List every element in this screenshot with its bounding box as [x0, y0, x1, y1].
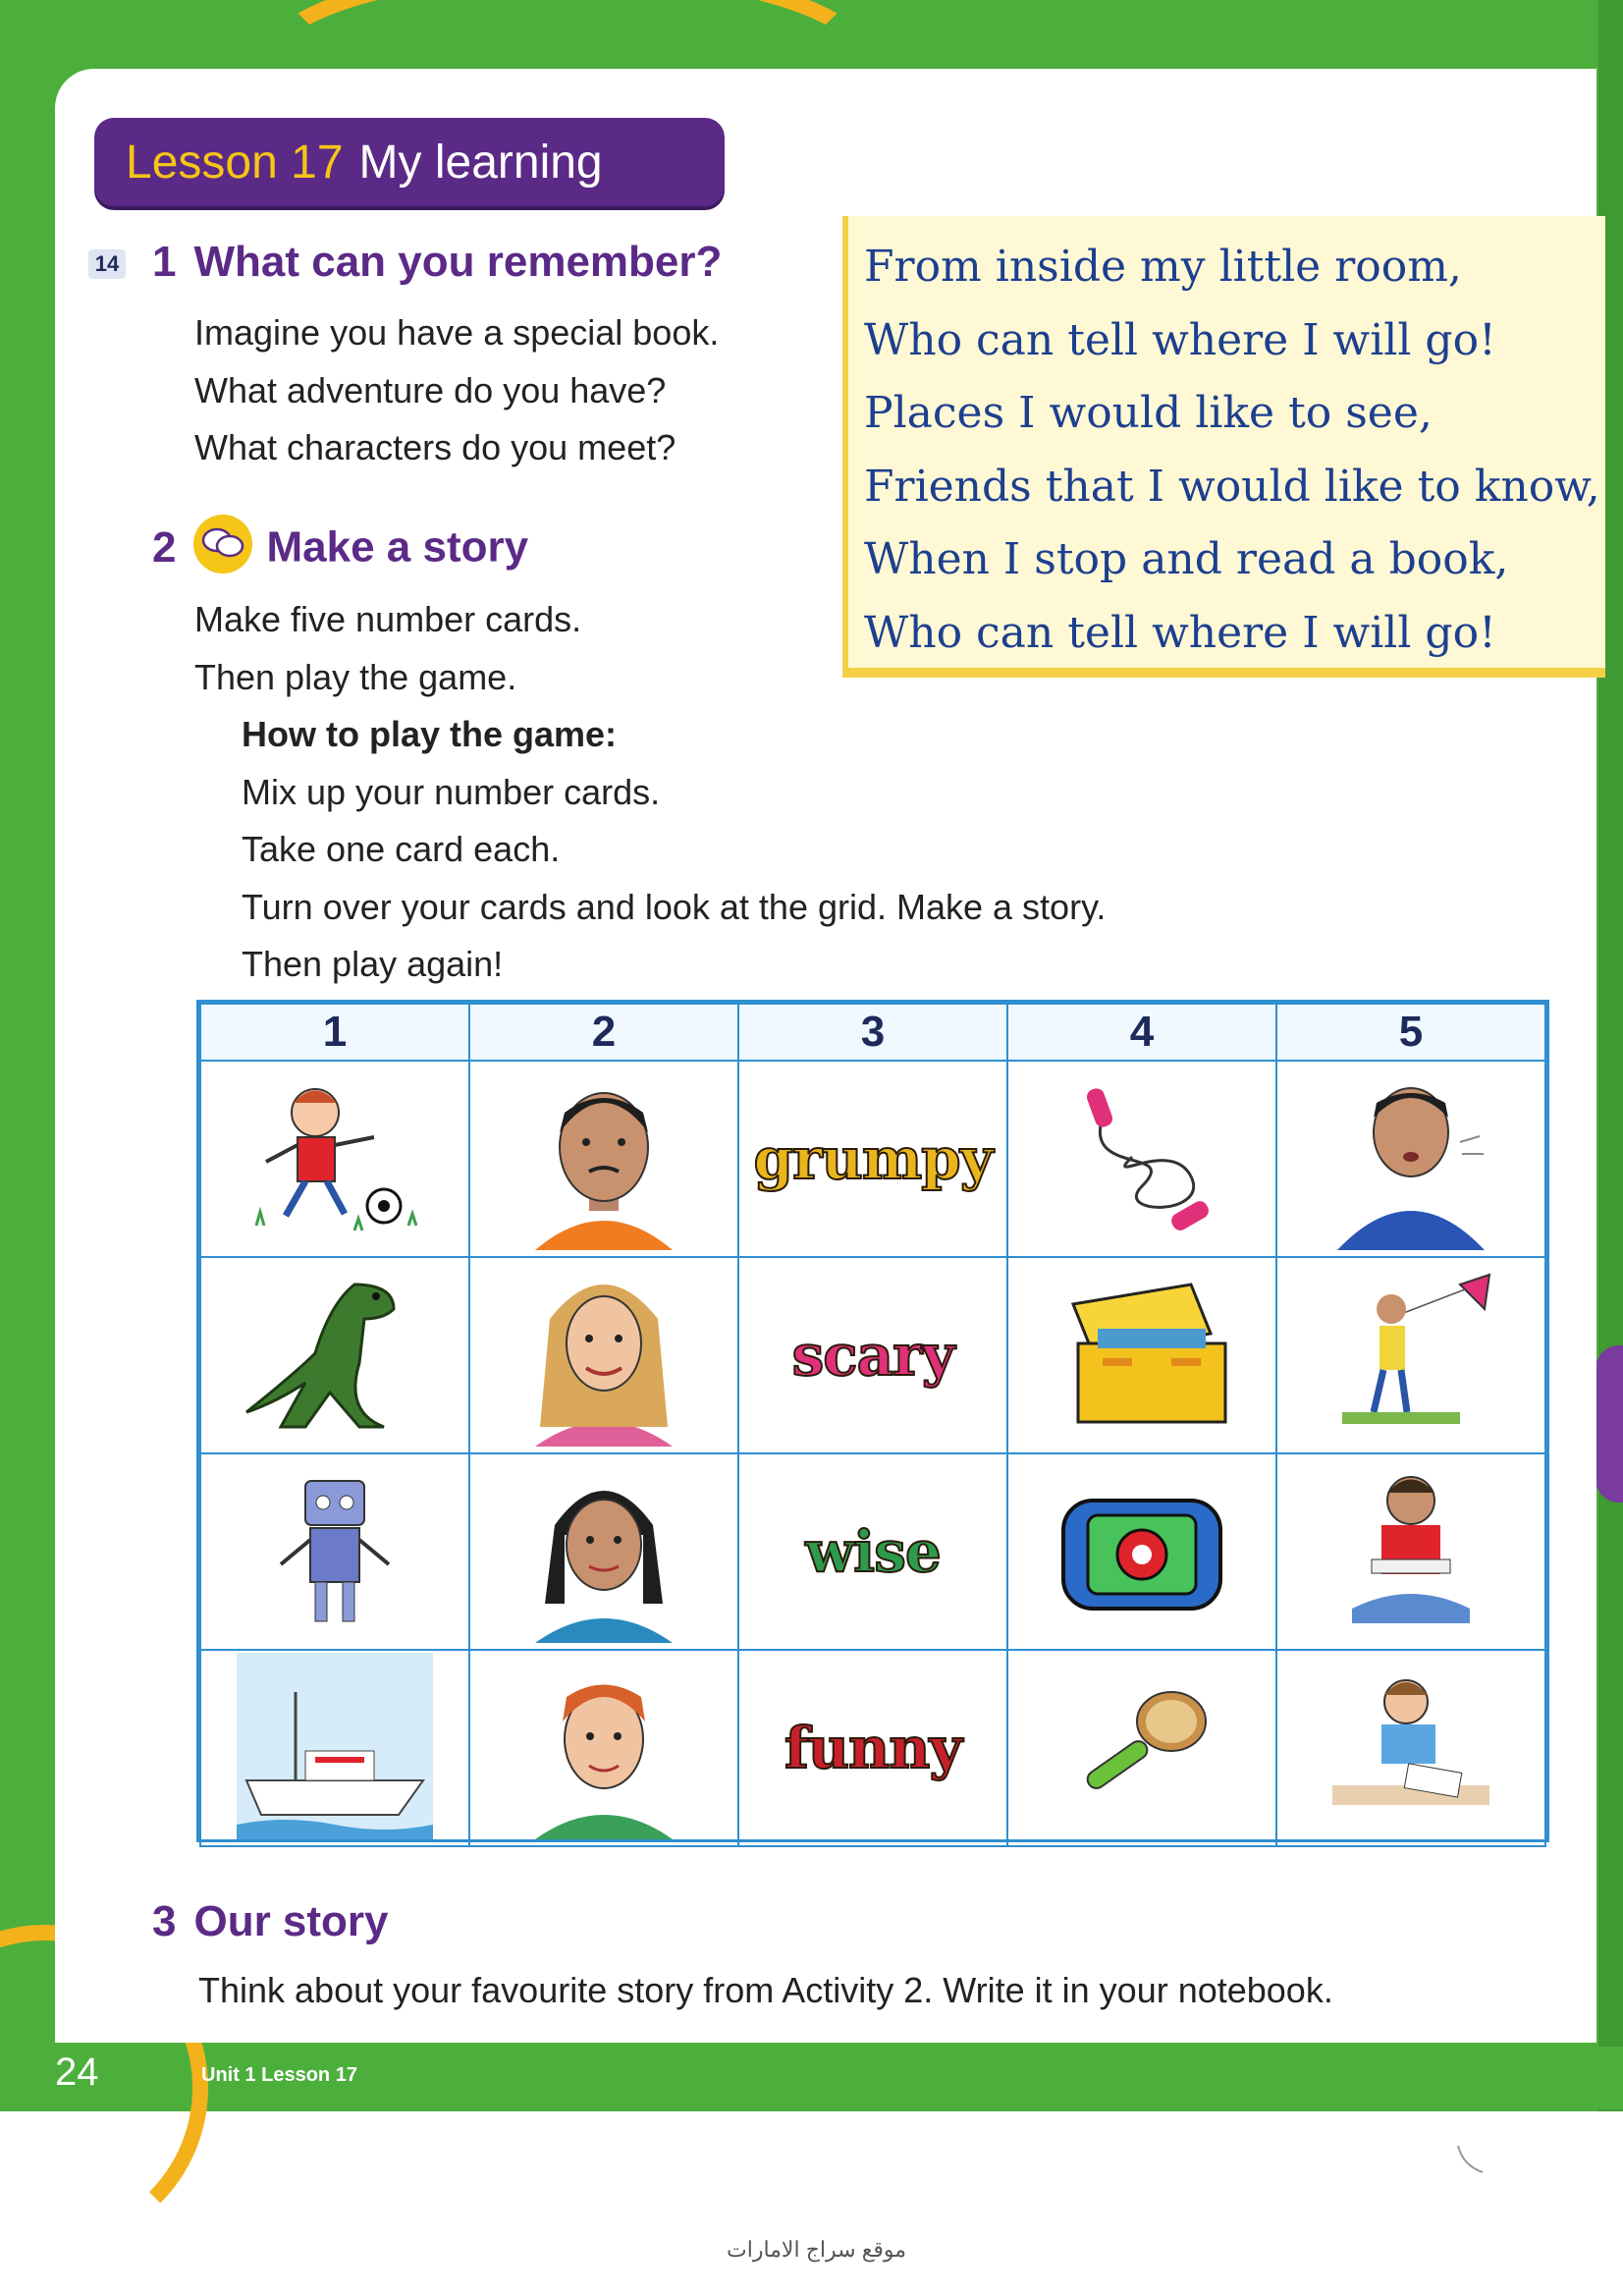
poem-line: From inside my little room,: [864, 242, 1462, 292]
step-line: Turn over your cards and look at the grid. Make a story.: [242, 886, 1107, 927]
audio-track-badge: 14: [88, 249, 126, 279]
adjective-word: funny: [784, 1715, 962, 1781]
text-line: Think about your favourite story from Activity 2. Write it in your notebook.: [198, 1970, 1333, 2010]
cell-hairbrush: [1007, 1650, 1276, 1846]
section-2-heading: [152, 520, 528, 579]
footer-unit-label: Unit 1 Lesson 17: [201, 2064, 357, 2086]
column-header: 1: [200, 1004, 469, 1061]
step-line: Mix up your number cards.: [242, 771, 661, 812]
cell-camera: [1007, 1453, 1276, 1650]
adjective-word: grumpy: [753, 1125, 993, 1192]
cell-treasure-box: [1007, 1257, 1276, 1453]
cell-dinosaur: [200, 1257, 469, 1453]
column-header: 2: [469, 1004, 738, 1061]
text-line: Then play the game.: [194, 656, 517, 697]
cell-boy-with-red-hair: [469, 1650, 738, 1846]
cell-boy-reading-book: [1276, 1453, 1545, 1650]
cell-ship: [200, 1650, 469, 1846]
adjective-word: wise: [805, 1518, 941, 1585]
text-line: Make five number cards.: [194, 599, 582, 639]
cell-word-grumpy: [738, 1061, 1007, 1257]
poem-line: Friends that I would like to know,: [864, 461, 1600, 512]
lesson-title-bar: [94, 118, 725, 206]
cell-girl-with-plaits: [469, 1453, 738, 1650]
text-line: Imagine you have a special book.: [194, 312, 720, 353]
cell-woman-with-long-hair: [469, 1257, 738, 1453]
text-line: What adventure do you have?: [194, 369, 667, 410]
step-line: Then play again!: [242, 944, 504, 984]
section-number: 3: [152, 1897, 177, 1945]
cell-skipping-rope: [1007, 1061, 1276, 1257]
section-1-heading: [152, 238, 722, 287]
cell-girl-with-kite: [1276, 1257, 1545, 1453]
cell-boy-writing: [1276, 1650, 1545, 1846]
column-header: 3: [738, 1004, 1007, 1061]
section-number: 2: [152, 522, 177, 572]
column-header: 5: [1276, 1004, 1545, 1061]
section-1-text: [194, 304, 719, 477]
lesson-label: Lesson 17: [126, 136, 344, 189]
section-title: What can you remember?: [193, 238, 723, 286]
step-line: Take one card each.: [242, 829, 561, 869]
section-title: Make a story: [266, 522, 529, 572]
lesson-title: My learning: [358, 136, 603, 189]
poem-line: When I stop and read a book,: [864, 534, 1509, 584]
section-3-text: [198, 1962, 1333, 2020]
cell-word-funny: [738, 1650, 1007, 1846]
text-line: What characters do you meet?: [194, 427, 676, 467]
cell-word-wise: [738, 1453, 1007, 1650]
page-tab: [1596, 1345, 1623, 1503]
cell-boy-talking: [1276, 1061, 1545, 1257]
cell-boy-playing-football: [200, 1061, 469, 1257]
how-to-heading: How to play the game:: [242, 714, 618, 754]
cell-word-scary: [738, 1257, 1007, 1453]
speech-bubbles-icon: [193, 515, 252, 574]
cell-man-with-moustache: [469, 1061, 738, 1257]
section-title: Our story: [193, 1897, 389, 1945]
section-3-heading: [152, 1897, 389, 1946]
how-to-play: [242, 706, 1106, 994]
section-number: 1: [152, 238, 177, 286]
page-number: 24: [55, 2050, 99, 2094]
section-2-text: [194, 591, 581, 706]
poem: [864, 231, 1600, 670]
poem-line: Who can tell where I will go!: [864, 607, 1496, 658]
scan-mark: [1453, 2141, 1512, 2180]
story-grid: [196, 1000, 1549, 1842]
column-header: 4: [1007, 1004, 1276, 1061]
cell-robot: [200, 1453, 469, 1650]
poem-line: Places I would like to see,: [864, 388, 1433, 438]
site-watermark: موقع سراج الامارات: [727, 2237, 907, 2262]
poem-line: Who can tell where I will go!: [864, 314, 1496, 365]
adjective-word: scary: [791, 1322, 954, 1389]
